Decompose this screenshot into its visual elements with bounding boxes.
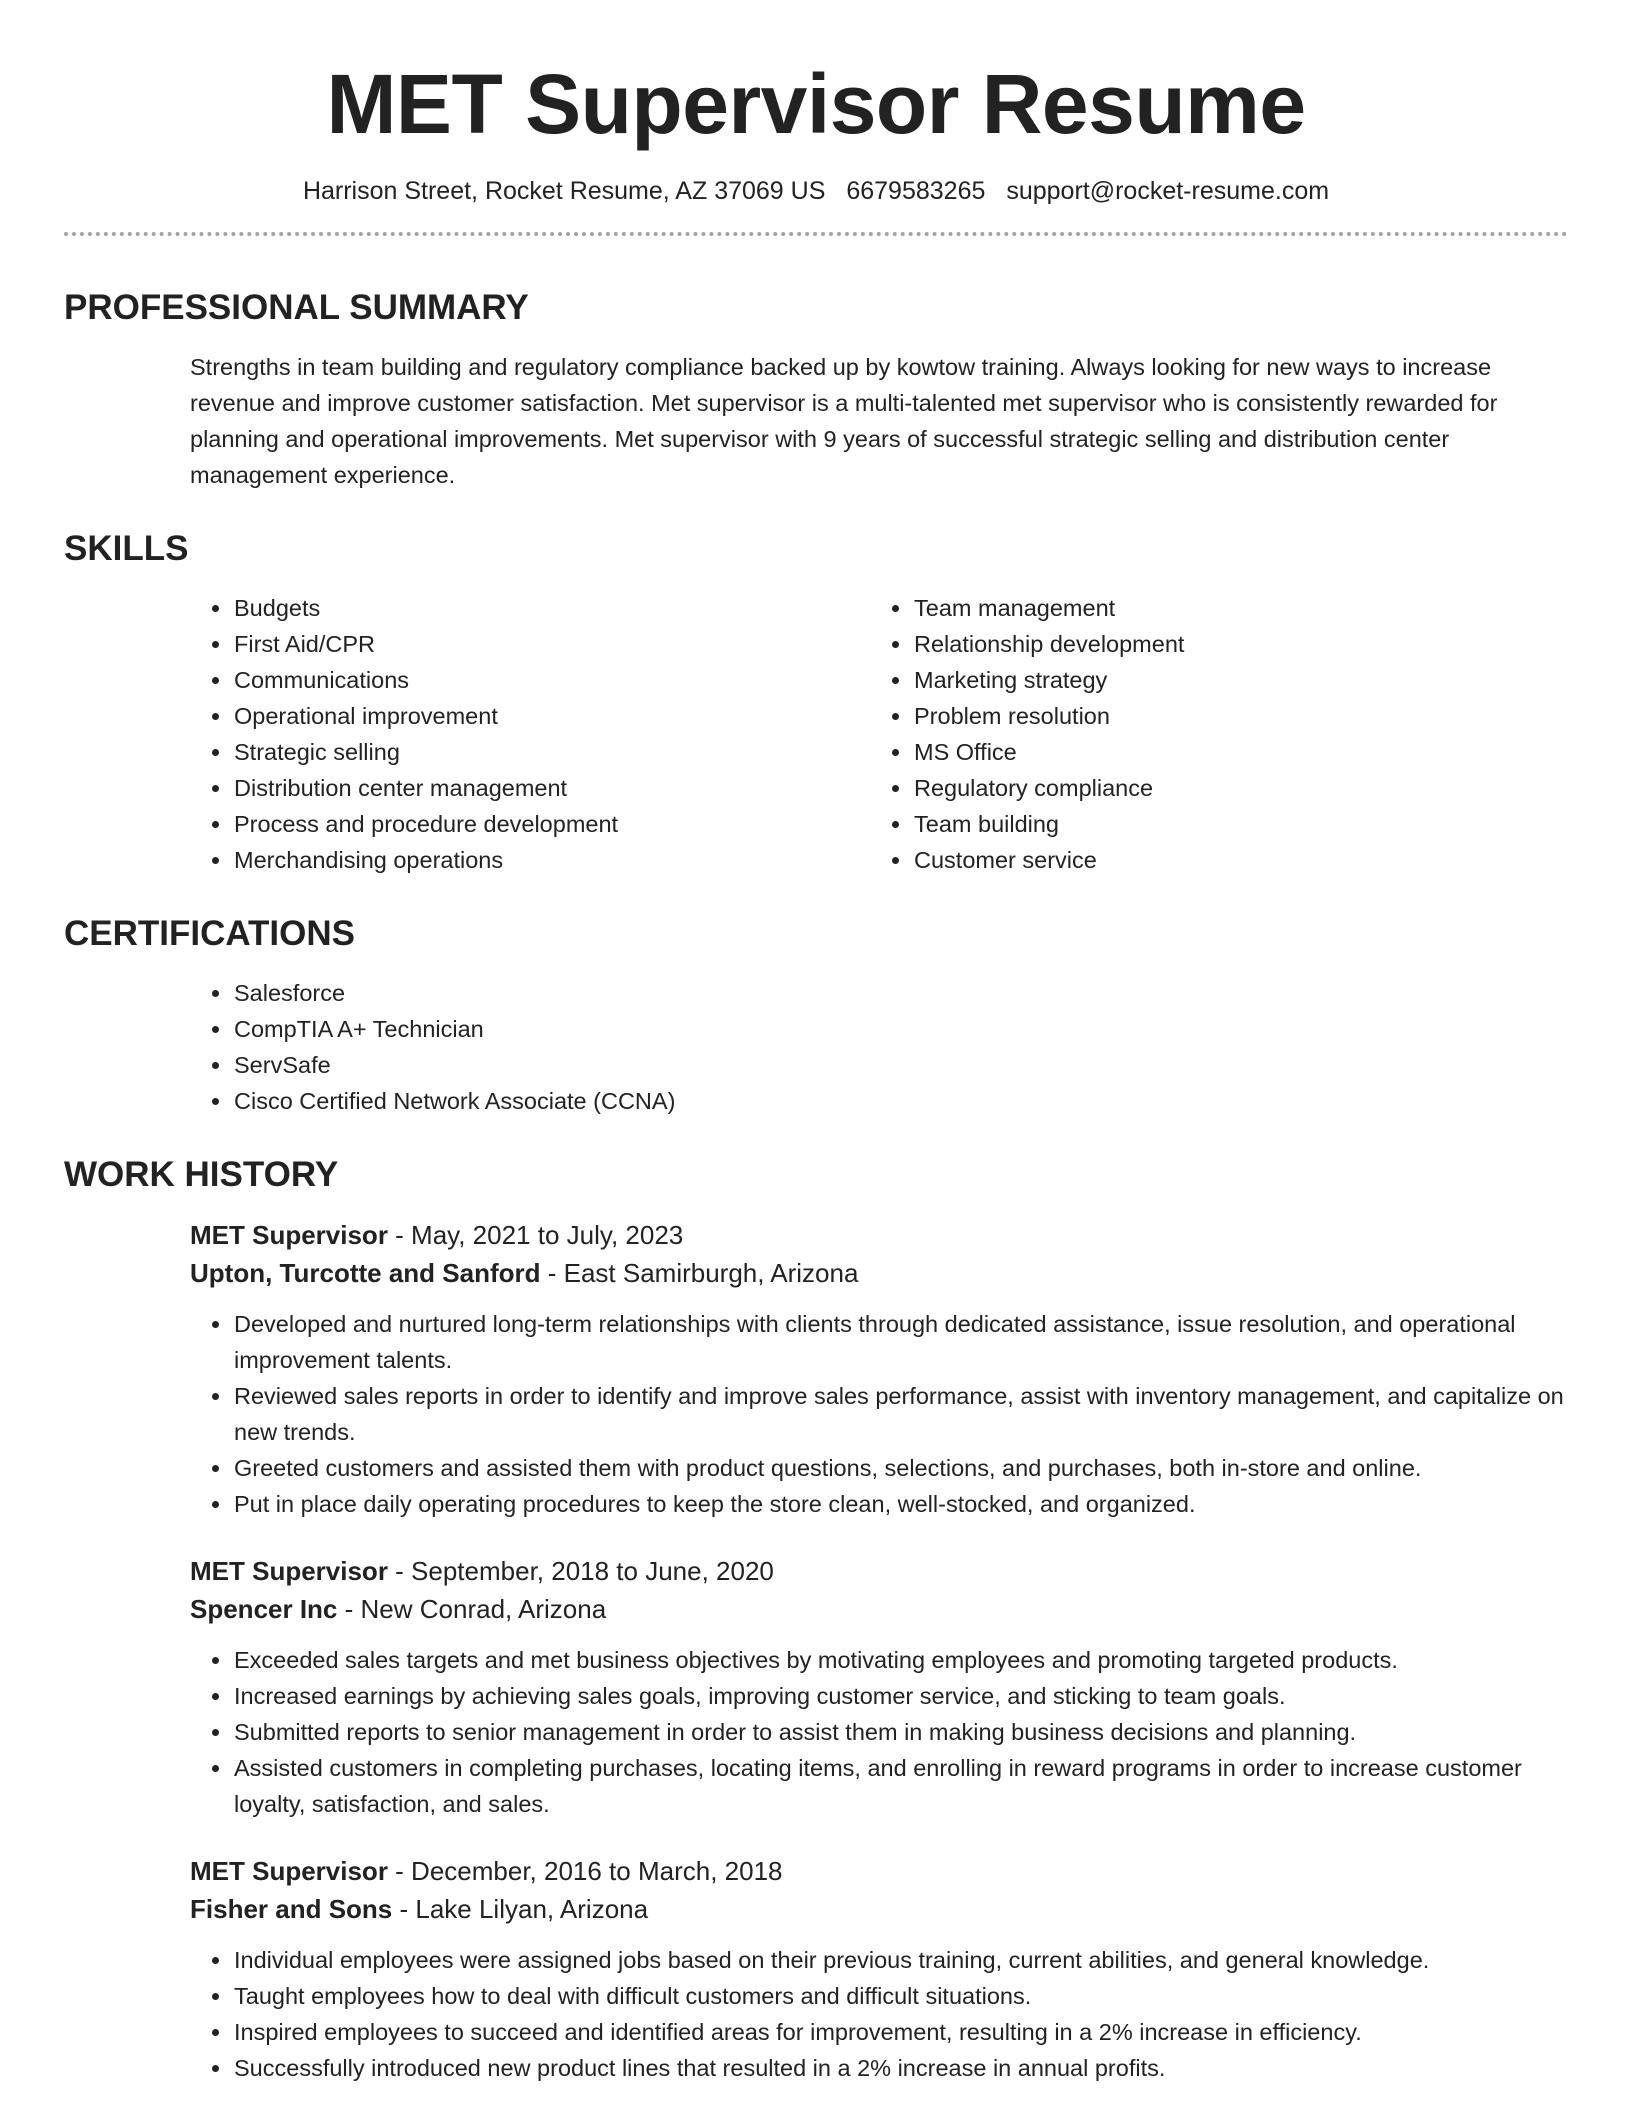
summary-text: Strengths in team building and regulatory compliance backed up by kowtow training. Always looking for new ways to increase revenue and improve customer satisfaction. Met supervisor is a multi-talented met supervisor who is consistently rewarded for planning and operational improvements. Met supervisor with 9 years of successful strategic selling and distribution center management experience. bbox=[190, 354, 1498, 488]
list-item: • Individual employees were assigned jobs based on their previous training, current abilities, and general knowledge. bbox=[233, 1942, 1568, 1978]
skills-heading: SKILLS bbox=[64, 529, 189, 568]
contact-line bbox=[64, 176, 1568, 206]
skills-grid bbox=[190, 590, 1568, 878]
header-divider bbox=[64, 232, 1568, 236]
certifications-section bbox=[64, 916, 1568, 1119]
list-item: • CompTIA A+ Technician bbox=[233, 1011, 1568, 1047]
list-item: • Team management bbox=[913, 590, 1550, 626]
list-item: • Exceeded sales targets and met business objectives by motivating employees and promoting targeted products. bbox=[233, 1642, 1568, 1678]
list-item: • Developed and nurtured long-term relationships with clients through dedicated assistance, issue resolution, and operational improvement talents. bbox=[233, 1306, 1568, 1378]
job-bullets bbox=[190, 1306, 1568, 1522]
list-item: • Submitted reports to senior management in order to assist them in making business decisions and planning. bbox=[233, 1714, 1568, 1750]
list-item: • Reviewed sales reports in order to identify and improve sales performance, assist with inventory management, and capitalize on new trends. bbox=[233, 1378, 1568, 1450]
summary-heading: PROFESSIONAL SUMMARY bbox=[64, 288, 529, 327]
job-bullets bbox=[190, 1942, 1568, 2086]
contact-phone: 6679583265 bbox=[846, 177, 986, 205]
list-item: • Put in place daily operating procedures to keep the store clean, well-stocked, and organized. bbox=[233, 1486, 1568, 1522]
certifications-list bbox=[190, 975, 1568, 1119]
list-item: • Process and procedure development bbox=[233, 806, 870, 842]
job-entry bbox=[190, 1552, 1568, 1822]
job-title: MET Supervisor bbox=[190, 1556, 388, 1586]
list-item: • Distribution center management bbox=[233, 770, 870, 806]
list-item: • Marketing strategy bbox=[913, 662, 1550, 698]
job-location: - New Conrad, Arizona bbox=[337, 1594, 607, 1624]
list-item: • Budgets bbox=[233, 590, 870, 626]
skills-section bbox=[64, 531, 1568, 878]
job-company-line bbox=[190, 1254, 1568, 1292]
job-dates: - December, 2016 to March, 2018 bbox=[387, 1856, 783, 1886]
list-item: • Successfully introduced new product lines that resulted in a 2% increase in annual profits. bbox=[233, 2050, 1568, 2086]
list-item: • Strategic selling bbox=[233, 734, 870, 770]
list-item: • Operational improvement bbox=[233, 698, 870, 734]
skills-list-left bbox=[190, 590, 870, 878]
job-dates: - May, 2021 to July, 2023 bbox=[387, 1220, 684, 1250]
job-company: Fisher and Sons bbox=[190, 1894, 393, 1924]
job-bullets bbox=[190, 1642, 1568, 1822]
job-dates: - September, 2018 to June, 2020 bbox=[387, 1556, 774, 1586]
list-item: • Assisted customers in completing purchases, locating items, and enrolling in reward programs in order to increase customer loyalty, satisfaction, and sales. bbox=[233, 1750, 1568, 1822]
job-entry bbox=[190, 1216, 1568, 1522]
job-title-line bbox=[190, 1216, 1568, 1254]
list-item: • Regulatory compliance bbox=[913, 770, 1550, 806]
job-entry bbox=[190, 1852, 1568, 2086]
list-item: • Customer service bbox=[913, 842, 1550, 878]
work-section bbox=[64, 1157, 1568, 2086]
job-company-line bbox=[190, 1590, 1568, 1628]
list-item: • First Aid/CPR bbox=[233, 626, 870, 662]
list-item: • Relationship development bbox=[913, 626, 1550, 662]
list-item: • Greeted customers and assisted them with product questions, selections, and purchases, both in-store and online. bbox=[233, 1450, 1568, 1486]
list-item: • ServSafe bbox=[233, 1047, 1568, 1083]
list-item: • Inspired employees to succeed and identified areas for improvement, resulting in a 2% increase in efficiency. bbox=[233, 2014, 1568, 2050]
job-company-line bbox=[190, 1890, 1568, 1928]
list-item: • Cisco Certified Network Associate (CCNA) bbox=[233, 1083, 1568, 1119]
job-title: MET Supervisor bbox=[190, 1856, 388, 1886]
list-item: • Team building bbox=[913, 806, 1550, 842]
list-item: • MS Office bbox=[913, 734, 1550, 770]
list-item: • Communications bbox=[233, 662, 870, 698]
contact-address: Harrison Street, Rocket Resume, AZ 37069 US bbox=[302, 177, 826, 205]
list-item: • Taught employees how to deal with difficult customers and difficult situations. bbox=[233, 1978, 1568, 2014]
list-item: • Merchandising operations bbox=[233, 842, 870, 878]
job-title: MET Supervisor bbox=[190, 1220, 388, 1250]
job-location: - Lake Lilyan, Arizona bbox=[392, 1894, 649, 1924]
resume-title: MET Supervisor Resume bbox=[326, 57, 1306, 151]
job-location: - East Samirburgh, Arizona bbox=[540, 1258, 859, 1288]
list-item: • Increased earnings by achieving sales goals, improving customer service, and sticking to team goals. bbox=[233, 1678, 1568, 1714]
job-company: Spencer Inc bbox=[190, 1594, 338, 1624]
list-item: • Problem resolution bbox=[913, 698, 1550, 734]
summary-section bbox=[64, 290, 1568, 493]
job-title-line bbox=[190, 1852, 1568, 1890]
contact-email: support@rocket-resume.com bbox=[1006, 177, 1330, 205]
job-title-line bbox=[190, 1552, 1568, 1590]
job-company: Upton, Turcotte and Sanford bbox=[190, 1258, 541, 1288]
certifications-heading: CERTIFICATIONS bbox=[64, 914, 356, 953]
skills-list-right bbox=[870, 590, 1550, 878]
work-heading: WORK HISTORY bbox=[64, 1155, 339, 1194]
list-item: • Salesforce bbox=[233, 975, 1568, 1011]
